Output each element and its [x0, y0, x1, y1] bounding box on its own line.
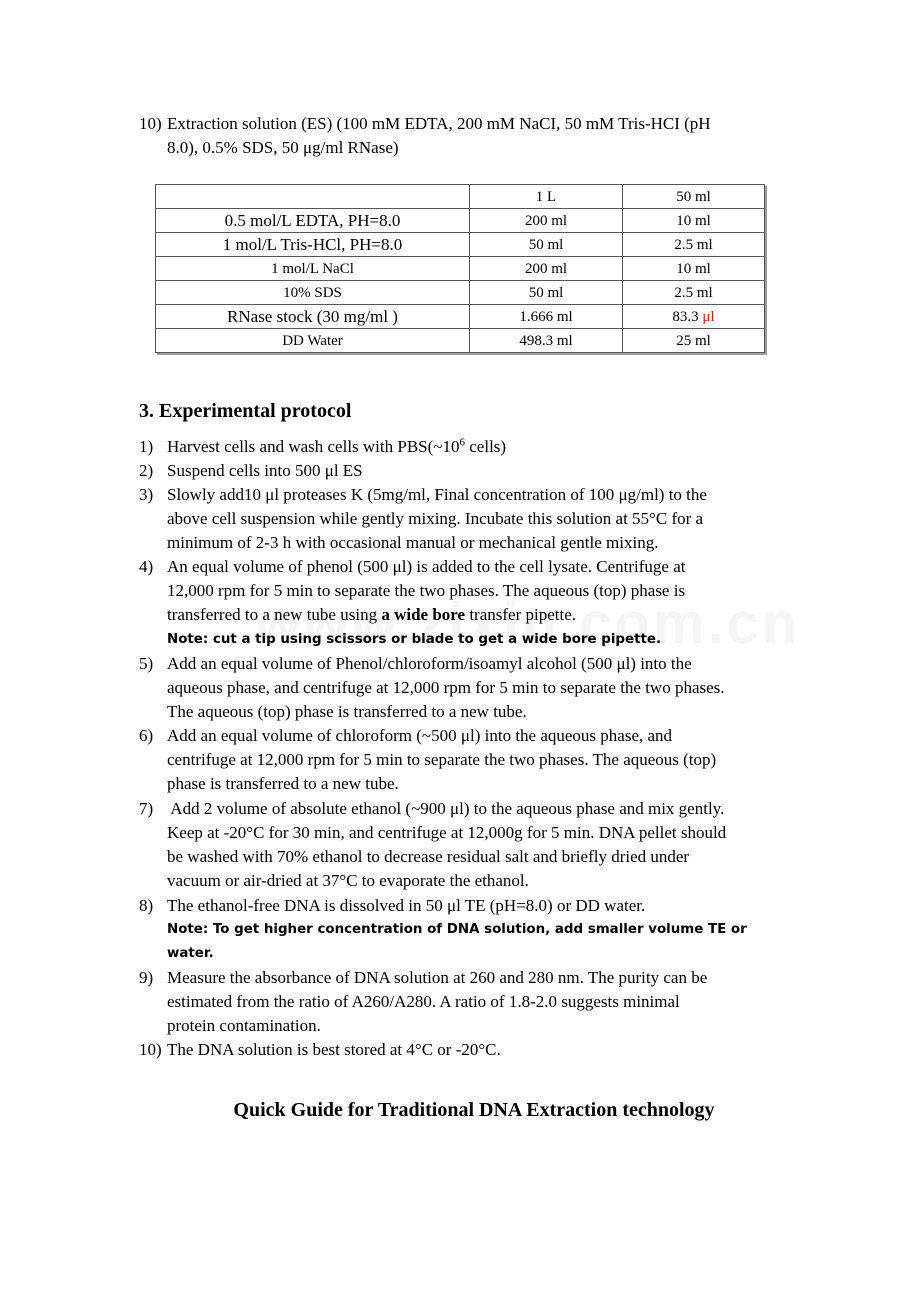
step-line: phase is transferred to a new tube.: [167, 774, 399, 793]
step-line: Slowly add10 μl proteases K (5mg/ml, Final concentration of 100 μg/ml) to the: [167, 485, 707, 504]
step-line: Keep at -20°C for 30 min, and centrifuge at 12,000g for 5 min. DNA pellet should: [167, 823, 727, 842]
step-line: be washed with 70% ethanol to decrease residual salt and briefly dried under: [167, 847, 690, 866]
step-bold-text: a wide bore: [381, 605, 466, 624]
step-note: Note: To get higher concentration of DNA solution, add smaller volume TE or: [167, 922, 747, 937]
step-line: aqueous phase, and centrifuge at 12,000 rpm for 5 min to separate the two phases.: [167, 678, 725, 697]
table-cell-1l: 50 ml: [470, 233, 623, 257]
rnase-50ml-value: 83.3: [672, 308, 703, 325]
step-number: 4): [139, 557, 154, 576]
table-cell-50ml: 2.5 ml: [623, 281, 765, 305]
rnase-50ml-unit: μl: [702, 308, 715, 325]
step-line: 12,000 rpm for 5 min to separate the two phases. The aqueous (top) phase is: [167, 581, 686, 600]
table-cell-1l: 200 ml: [470, 209, 623, 233]
table-row: [156, 209, 765, 233]
es-item-line: Extraction solution (ES) (100 mM EDTA, 200 mM NaCI, 50 mM Tris-HCI (pH: [167, 114, 711, 133]
step-text: transferred to a new tube using: [167, 605, 382, 624]
step-line: The DNA solution is best stored at 4°C or -20°C.: [167, 1040, 501, 1059]
step-line: estimated from the ratio of A260/A280. A ratio of 1.8-2.0 suggests minimal: [167, 992, 680, 1011]
table-cell-1l: 498.3 ml: [470, 329, 623, 353]
step-number: 2): [139, 461, 154, 480]
table-header-50ml: 50 ml: [623, 185, 765, 209]
table-cell-1l: 1.666 ml: [470, 305, 623, 329]
step-line: above cell suspension while gently mixing. Incubate this solution at 55°C for a: [167, 509, 704, 528]
step-line: [167, 435, 506, 459]
step-line: The aqueous (top) phase is transferred to a new tube.: [167, 702, 527, 721]
step-line: minimum of 2-3 h with occasional manual or mechanical gentle mixing.: [167, 533, 659, 552]
table-cell-50ml: [623, 305, 765, 329]
table-cell-reagent: 1 mol/L Tris-HCl, PH=8.0: [156, 233, 470, 257]
step-number: 9): [139, 968, 154, 987]
step-line: Suspend cells into 500 μl ES: [167, 461, 363, 480]
table-cell-reagent: 10% SDS: [156, 281, 470, 305]
table-header-1l: 1 L: [470, 185, 623, 209]
step-number: 6): [139, 726, 154, 745]
step-line: Add an equal volume of Phenol/chloroform/isoamyl alcohol (500 μl) into the: [167, 654, 692, 673]
step-number: 8): [139, 896, 154, 915]
table-cell-50ml: 10 ml: [623, 257, 765, 281]
table-header-reagent: [156, 185, 470, 209]
es-item-line: 8.0), 0.5% SDS, 50 μg/ml RNase): [167, 138, 399, 157]
step-line: Measure the absorbance of DNA solution at 260 and 280 nm. The purity can be: [167, 968, 708, 987]
step-line: centrifuge at 12,000 rpm for 5 min to separate the two phases. The aqueous (top): [167, 750, 717, 769]
step-line: [167, 603, 576, 627]
guide-title: Quick Guide for Traditional DNA Extraction technology: [233, 1099, 715, 1121]
table-cell-1l: 200 ml: [470, 257, 623, 281]
table-cell-1l: 50 ml: [470, 281, 623, 305]
step-number: 5): [139, 654, 154, 673]
table-header-row: [156, 185, 765, 209]
es-item-number: 10): [139, 114, 162, 133]
step-number: 7): [139, 799, 154, 818]
step-line: vacuum or air-dried at 37°C to evaporate the ethanol.: [167, 871, 529, 890]
table-row: [156, 329, 765, 353]
table-cell-reagent: RNase stock (30 mg/ml ): [156, 305, 470, 329]
table-row: [156, 305, 765, 329]
step-line: An equal volume of phenol (500 μl) is added to the cell lysate. Centrifuge at: [167, 557, 686, 576]
step-text: transfer pipette.: [465, 605, 577, 624]
table-cell-reagent: 0.5 mol/L EDTA, PH=8.0: [156, 209, 470, 233]
step-text: cells): [465, 437, 507, 456]
step-note: Note: cut a tip using scissors or blade to get a wide bore pipette.: [167, 632, 662, 647]
step-line: The ethanol-free DNA is dissolved in 50 μl TE (pH=8.0) or DD water.: [167, 896, 646, 915]
table-cell-reagent: 1 mol/L NaCl: [156, 257, 470, 281]
es-recipe-table: [155, 184, 765, 353]
step-line: protein contamination.: [167, 1016, 321, 1035]
table-row: [156, 257, 765, 281]
step-text: Harvest cells and wash cells with PBS(~10: [167, 437, 460, 456]
step-line: Add an equal volume of chloroform (~500 μl) into the aqueous phase, and: [167, 726, 673, 745]
step-note: water.: [167, 946, 214, 961]
table-row: [156, 233, 765, 257]
table-row: [156, 281, 765, 305]
table-cell-50ml: 2.5 ml: [623, 233, 765, 257]
step-line: Add 2 volume of absolute ethanol (~900 μl) to the aqueous phase and mix gently.: [167, 799, 725, 818]
table-cell-50ml: 10 ml: [623, 209, 765, 233]
step-number: 10): [139, 1040, 162, 1059]
table-cell-reagent: DD Water: [156, 329, 470, 353]
table-cell-50ml: 25 ml: [623, 329, 765, 353]
superscript: 6: [459, 436, 465, 449]
section-heading: 3. Experimental protocol: [139, 400, 352, 422]
step-number: 3): [139, 485, 154, 504]
step-number: 1): [139, 437, 154, 456]
